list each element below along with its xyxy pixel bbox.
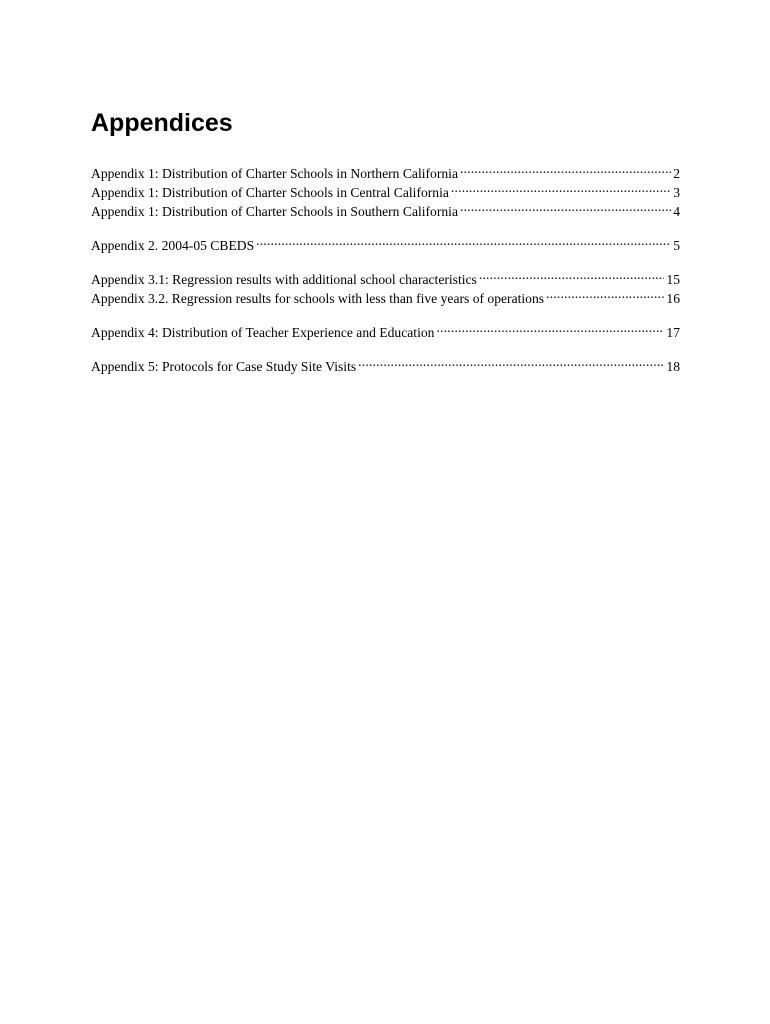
toc-entry-title: Appendix 1: Distribution of Charter Schools in Southern California	[91, 204, 458, 219]
toc-entry-page: 17	[666, 325, 680, 340]
toc-entry-page: 5	[673, 238, 680, 253]
toc-entry-page: 3	[673, 185, 680, 200]
toc-dot-leader	[451, 178, 671, 197]
toc-dot-leader	[479, 265, 665, 284]
toc-entry[interactable]	[91, 231, 680, 253]
toc-entry-title: Appendix 5: Protocols for Case Study Site Visits	[91, 359, 357, 374]
toc-entry-page: 2	[673, 166, 680, 181]
toc-entry-title: Appendix 3.2. Regression results for schools with less than five years of operations	[91, 291, 545, 306]
toc-entry-title: Appendix 1: Distribution of Charter Schools in Northern California	[91, 166, 458, 181]
toc-entry-title: Appendix 2. 2004-05 CBEDS	[91, 238, 255, 253]
toc-entry-page: 18	[666, 359, 680, 374]
toc-entry-title: Appendix 1: Distribution of Charter Schools in Central California	[91, 185, 449, 200]
toc-dot-leader	[460, 159, 671, 178]
toc-group	[91, 318, 680, 340]
toc-dot-leader	[256, 231, 671, 250]
toc-dot-leader	[546, 284, 664, 303]
toc-entry[interactable]	[91, 265, 680, 287]
toc-dot-leader	[358, 352, 664, 371]
toc-entry-title: Appendix 3.1: Regression results with additional school characteristics	[91, 272, 477, 287]
toc-entry[interactable]	[91, 159, 680, 181]
toc-entry-title: Appendix 4: Distribution of Teacher Experience and Education	[91, 325, 435, 340]
toc-entry[interactable]	[91, 318, 680, 340]
toc-entry[interactable]	[91, 352, 680, 374]
toc-group	[91, 159, 680, 219]
toc-group	[91, 231, 680, 253]
toc-entry-page: 15	[666, 272, 680, 287]
toc-dot-leader	[460, 197, 671, 216]
toc-entry-page: 4	[673, 204, 680, 219]
table-of-contents	[91, 159, 680, 386]
page-title: Appendices	[91, 109, 233, 137]
toc-group	[91, 265, 680, 306]
toc-group	[91, 352, 680, 374]
toc-entry-page: 16	[666, 291, 680, 306]
toc-dot-leader	[436, 318, 664, 337]
